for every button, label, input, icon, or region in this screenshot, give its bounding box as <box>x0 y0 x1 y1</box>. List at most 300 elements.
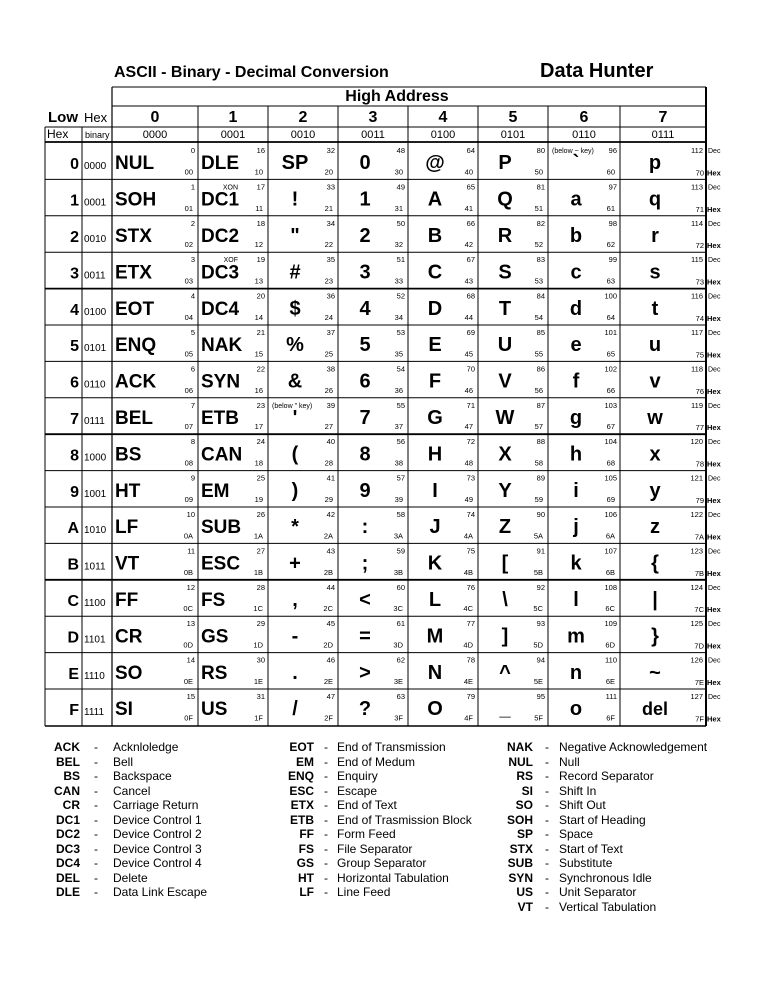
high-hex-5: 5 <box>508 109 518 126</box>
ascii-symbol: z <box>650 516 660 539</box>
hex-suffix-label: Hex <box>707 277 721 287</box>
hex-value: 72 <box>695 241 704 251</box>
hex-value: 4C <box>463 604 473 614</box>
legend-dash: - <box>94 798 98 812</box>
ascii-symbol: BEL <box>115 408 153 430</box>
decimal-value: 41 <box>326 473 335 483</box>
legend-abbreviation: CAN <box>54 783 80 798</box>
hex-value: 58 <box>534 458 543 468</box>
high-bin-4: 0100 <box>430 129 456 141</box>
legend-meaning: End of Medum <box>337 754 416 769</box>
hex-value: 38 <box>394 458 403 468</box>
legend-abbreviation: SI <box>521 783 533 798</box>
ascii-symbol: S <box>498 261 512 284</box>
hex-value: 39 <box>394 495 403 504</box>
hex-value: 13 <box>254 276 263 286</box>
high-bin-1: 0001 <box>220 129 246 141</box>
low-hex-F: F <box>69 702 79 720</box>
legend-dash: - <box>324 754 328 769</box>
hex-value: 0B <box>183 567 193 577</box>
hex-value: 69 <box>606 495 615 504</box>
ascii-symbol: e <box>570 334 582 357</box>
decimal-value: 29 <box>256 619 265 629</box>
decimal-value: 14 <box>186 655 195 665</box>
decimal-value: 81 <box>536 182 545 192</box>
ascii-symbol: X <box>498 443 512 466</box>
low-hex-3: 3 <box>70 265 79 283</box>
ascii-symbol: CAN <box>201 444 243 466</box>
high-hex-3: 3 <box>368 109 378 126</box>
decimal-value: 55 <box>396 400 405 410</box>
decimal-value: 23 <box>256 400 265 410</box>
hex-value: 37 <box>394 422 403 432</box>
hex-value: 36 <box>394 385 403 395</box>
legend-abbreviation: RS <box>516 769 533 783</box>
ascii-symbol: < <box>359 589 371 612</box>
decimal-value: 42 <box>326 510 335 519</box>
decimal-value: 15 <box>186 692 195 701</box>
hex-value: 6C <box>605 604 615 614</box>
decimal-value: 5 <box>190 328 195 337</box>
legend-meaning: Substitute <box>559 856 613 870</box>
ascii-symbol: ENQ <box>115 335 157 357</box>
decimal-value: 105 <box>604 473 617 483</box>
hex-value: 7D <box>694 641 704 651</box>
decimal-value: 51 <box>396 255 405 265</box>
hex-value: 21 <box>324 203 333 213</box>
legend-abbreviation: FF <box>299 827 314 841</box>
decimal-value: 20 <box>256 291 265 301</box>
legend-dash: - <box>545 827 549 841</box>
high-bin-5: 0101 <box>500 129 526 141</box>
legend-meaning: Escape <box>337 783 378 798</box>
decimal-value: 119 <box>691 400 703 410</box>
legend-dash: - <box>324 812 328 827</box>
decimal-value: 25 <box>256 473 265 483</box>
hex-value: 2E <box>323 677 333 686</box>
high-bin-2: 0010 <box>290 129 316 141</box>
legend-abbreviation: DC2 <box>55 827 80 841</box>
hex-value: 17 <box>254 422 263 432</box>
ascii-symbol: V <box>498 370 512 393</box>
high-bin-7: 0111 <box>651 129 675 141</box>
low-bin-2: 0010 <box>84 234 107 246</box>
decimal-value: 60 <box>396 582 405 592</box>
decimal-value: 34 <box>326 218 335 228</box>
ascii-symbol: h <box>569 443 583 466</box>
high-bin-3: 0011 <box>361 129 385 141</box>
legend-meaning: Device Control 3 <box>113 841 202 856</box>
ascii-symbol: L <box>428 589 442 612</box>
decimal-value: 37 <box>326 328 335 337</box>
decimal-value: 2 <box>190 218 195 228</box>
ascii-symbol: SI <box>115 699 133 721</box>
hex-value: 3A <box>393 531 403 541</box>
hex-value: 3D <box>393 640 403 650</box>
legend-abbreviation: US <box>516 885 533 899</box>
hex-value: 54 <box>534 313 543 322</box>
hex-value: 75 <box>695 350 704 360</box>
high-hex-7: 7 <box>658 109 668 126</box>
hex-value: 7A <box>694 532 704 542</box>
legend-dash: - <box>94 827 98 841</box>
legend-dash: - <box>94 885 98 899</box>
ascii-symbol: 7 <box>359 407 371 430</box>
low-bin-D: 1101 <box>84 634 106 646</box>
legend-dash: - <box>324 783 328 798</box>
decimal-value: 95 <box>536 692 545 701</box>
dec-label: Dec <box>708 257 721 265</box>
legend-abbreviation: DC1 <box>55 812 80 827</box>
hex-value: 35 <box>394 349 403 359</box>
legend-meaning: Unit Separator <box>559 885 637 899</box>
hex-suffix-label: Hex <box>707 641 721 651</box>
decimal-value: 50 <box>396 218 405 228</box>
hex-value: 4B <box>463 567 473 577</box>
decimal-value: 16 <box>256 146 265 155</box>
hex-value: 50 <box>534 167 543 177</box>
decimal-value: 43 <box>326 546 335 556</box>
hex-value: 41 <box>464 203 473 213</box>
ascii-symbol: d <box>569 297 583 320</box>
hex-value: 64 <box>606 313 615 322</box>
hex-value: 5B <box>533 567 543 577</box>
legend-dash: - <box>545 783 549 798</box>
ascii-symbol: F <box>428 370 442 393</box>
hex-value: 44 <box>464 313 473 322</box>
ascii-symbol: g <box>569 407 583 430</box>
hex-value: 0F <box>184 713 193 723</box>
ascii-symbol: _ <box>499 698 511 721</box>
hex-value: 3B <box>393 567 403 577</box>
ascii-symbol: DC3 <box>201 262 240 284</box>
hex-value: 12 <box>254 240 263 250</box>
dec-label: Dec <box>708 402 721 410</box>
below-tilde-note: (below ~ key) <box>552 148 594 155</box>
decimal-value: 79 <box>466 692 475 701</box>
hex-value: 19 <box>254 495 263 504</box>
decimal-value: 93 <box>536 619 545 629</box>
low-hex-E: E <box>68 665 79 683</box>
dec-label: Dec <box>708 330 721 337</box>
ascii-symbol: } <box>651 625 659 648</box>
ascii-symbol: { <box>651 552 659 575</box>
hex-suffix-label: Hex <box>707 459 721 469</box>
hex-value: 3E <box>393 677 403 686</box>
ascii-symbol: ETB <box>201 408 239 430</box>
legend-abbreviation: NUL <box>508 754 533 769</box>
hex-value: 7B <box>694 568 704 578</box>
hex-label: Hex <box>84 110 108 125</box>
legend-meaning: Space <box>559 827 594 841</box>
legend-abbreviation: ETX <box>290 798 314 812</box>
hex-suffix-label: Hex <box>707 568 721 578</box>
ascii-symbol: del <box>641 699 669 720</box>
decimal-value: 11 <box>187 546 195 556</box>
legend-meaning: Record Separator <box>559 769 654 783</box>
decimal-value: 22 <box>256 364 265 374</box>
decimal-value: 85 <box>536 328 545 337</box>
ascii-symbol: # <box>289 261 301 284</box>
hex-value: 24 <box>324 313 333 322</box>
decimal-value: 123 <box>690 546 703 556</box>
hex-value: 16 <box>254 385 263 395</box>
hex-value: 0A <box>183 531 193 541</box>
ascii-symbol: VT <box>115 553 140 575</box>
ascii-symbol: n <box>569 661 583 684</box>
brand-name: Data Hunter <box>540 60 654 82</box>
legend-meaning: Shift Out <box>559 798 606 812</box>
decimal-value: 46 <box>326 655 335 665</box>
decimal-value: 111 <box>605 692 617 701</box>
decimal-value: 58 <box>396 510 405 519</box>
ascii-symbol: @ <box>425 152 445 175</box>
hex-value: 6D <box>605 640 615 650</box>
hex-value: 40 <box>464 167 473 177</box>
legend-meaning: End of Text <box>337 798 397 812</box>
hex-value: 1D <box>253 640 263 650</box>
decimal-value: 31 <box>256 692 265 701</box>
hex-value: 02 <box>184 240 193 250</box>
legend-abbreviation: ENQ <box>287 769 314 783</box>
hex-value: 14 <box>254 313 263 322</box>
low-hex-6: 6 <box>70 374 79 392</box>
legend-abbreviation: SP <box>516 827 533 841</box>
ascii-symbol: t <box>651 297 659 320</box>
legend-dash: - <box>324 885 328 899</box>
legend-dash: - <box>94 769 98 783</box>
legend-dash: - <box>94 856 98 870</box>
decimal-value: 27 <box>256 546 265 556</box>
low-hex-9: 9 <box>70 483 79 501</box>
ascii-symbol: . <box>292 661 298 684</box>
legend-dash: - <box>545 798 549 812</box>
hex-value: 4F <box>464 713 473 723</box>
decimal-value: 125 <box>690 619 703 629</box>
legend-abbreviation: DC4 <box>55 856 80 870</box>
ascii-symbol: G <box>427 407 443 430</box>
hex-value: 4A <box>463 531 473 541</box>
ascii-symbol: Z <box>498 516 512 539</box>
ascii-symbol: H <box>427 443 443 466</box>
high-address-header: High Address <box>345 88 449 105</box>
dec-label: Dec <box>708 621 721 629</box>
dec-label: Dec <box>708 220 721 228</box>
decimal-value: 33 <box>326 182 335 192</box>
ascii-symbol: | <box>652 589 658 612</box>
decimal-value: 62 <box>396 655 405 665</box>
ascii-symbol: W <box>495 407 515 430</box>
ascii-symbol: \ <box>502 589 508 612</box>
decimal-value: 17 <box>256 182 265 192</box>
decimal-value: 36 <box>326 291 335 301</box>
ascii-symbol: x <box>649 443 661 466</box>
hex-value: 47 <box>464 422 473 432</box>
ascii-symbol: O <box>427 698 443 721</box>
hex-value: 49 <box>464 495 473 504</box>
ascii-symbol: q <box>648 188 662 211</box>
decimal-value: 26 <box>256 510 265 519</box>
ascii-symbol: m <box>567 625 585 648</box>
legend-meaning: Null <box>559 754 580 769</box>
hex-value: 18 <box>254 458 263 468</box>
decimal-value: 126 <box>690 655 703 665</box>
low-hex-B: B <box>67 556 79 574</box>
hex-value: 52 <box>534 240 543 250</box>
ascii-symbol: N <box>427 661 443 684</box>
decimal-value: 67 <box>466 255 475 265</box>
hex-value: 76 <box>695 386 704 396</box>
ascii-symbol: % <box>286 334 304 357</box>
ascii-symbol: l <box>573 589 579 612</box>
ascii-symbol: NAK <box>201 335 243 357</box>
legend-dash: - <box>324 870 328 885</box>
hex-value: 26 <box>324 385 333 395</box>
decimal-value: 1 <box>190 182 195 192</box>
decimal-value: 90 <box>536 510 545 519</box>
hex-value: 77 <box>695 423 704 433</box>
decimal-value: 65 <box>466 182 475 192</box>
ascii-symbol: D <box>427 297 443 320</box>
hex-value: 06 <box>184 385 193 395</box>
ascii-symbol: A <box>427 188 443 211</box>
hex-suffix-label: Hex <box>707 678 721 687</box>
hex-value: 3F <box>394 713 403 723</box>
decimal-value: 47 <box>326 692 335 701</box>
below-quote-note: (below " key) <box>272 402 313 410</box>
hex-suffix-label: Hex <box>707 496 721 505</box>
high-hex-6: 6 <box>579 109 589 126</box>
decimal-value: 117 <box>691 328 703 337</box>
decimal-value: 77 <box>466 619 475 629</box>
legend-dash: - <box>324 740 328 754</box>
ascii-symbol: ) <box>291 479 299 502</box>
ascii-symbol: r <box>651 225 659 248</box>
decimal-value: 59 <box>396 546 405 556</box>
decimal-value: 73 <box>466 473 475 483</box>
hex-suffix-label: Hex <box>707 605 721 615</box>
hex-value: 3C <box>393 604 403 614</box>
legend-abbreviation: LF <box>299 885 314 899</box>
hex-value: 78 <box>695 459 704 469</box>
hex-value: 5C <box>533 604 543 614</box>
decimal-value: 98 <box>608 218 617 228</box>
legend-meaning: Acknloledge <box>113 740 179 754</box>
hex-value: 00 <box>184 167 193 177</box>
low-bin-9: 1001 <box>84 488 107 500</box>
legend-abbreviation: EOT <box>289 740 314 754</box>
hex-suffix-label: Hex <box>707 423 721 433</box>
ascii-symbol: 1 <box>359 188 371 211</box>
low-bin-B: 1011 <box>84 561 106 573</box>
ascii-symbol: BS <box>115 444 142 466</box>
legend-dash: - <box>545 754 549 769</box>
hex-value: 22 <box>324 240 333 250</box>
hex-value: 66 <box>606 385 615 395</box>
decimal-value: 63 <box>396 692 405 701</box>
low-bin-0: 0000 <box>84 161 107 173</box>
hex-value: 09 <box>184 495 193 504</box>
hex-value: 4D <box>463 640 473 650</box>
decimal-value: 49 <box>396 182 405 192</box>
decimal-value: 91 <box>536 546 545 556</box>
decimal-value: 68 <box>466 291 475 301</box>
ascii-symbol: ^ <box>499 661 511 684</box>
ascii-symbol: HT <box>115 480 141 502</box>
legend-dash: - <box>324 798 328 812</box>
legend-meaning: End of Transmission <box>337 740 446 754</box>
decimal-value: 9 <box>190 473 195 483</box>
ascii-symbol: ( <box>291 443 299 466</box>
hex-value: 10 <box>254 167 263 177</box>
hex-value: 7C <box>694 605 704 615</box>
ascii-symbol: , <box>292 589 298 612</box>
decimal-value: 107 <box>604 546 617 556</box>
ascii-symbol: ~ <box>649 661 661 684</box>
ascii-symbol: 8 <box>359 443 371 466</box>
low-hex-2: 2 <box>70 229 79 247</box>
high-hex-2: 2 <box>298 109 308 126</box>
legend-dash: - <box>324 769 328 783</box>
decimal-value: 45 <box>326 619 335 629</box>
decimal-value: 0 <box>190 146 195 155</box>
dec-label: Dec <box>708 584 721 592</box>
decimal-value: 88 <box>536 437 545 447</box>
ascii-symbol: US <box>201 699 228 721</box>
ascii-symbol: 3 <box>359 261 371 284</box>
hex-value: 4E <box>463 677 473 686</box>
hex-value: 03 <box>184 276 193 286</box>
decimal-value: 12 <box>186 582 195 592</box>
decimal-value: 80 <box>536 146 545 155</box>
hex-value: 33 <box>394 276 403 286</box>
low-hex-4: 4 <box>70 301 79 319</box>
hex-value: 1A <box>253 531 263 541</box>
legend-meaning: Device Control 1 <box>113 812 202 827</box>
legend-abbreviation: SO <box>515 798 533 812</box>
decimal-value: 96 <box>608 146 617 155</box>
decimal-value: 18 <box>256 218 265 228</box>
ascii-symbol: b <box>569 225 583 248</box>
ascii-symbol: SP <box>281 152 309 175</box>
ascii-symbol: p <box>648 152 662 175</box>
legend-meaning: Delete <box>113 870 148 885</box>
hex-value: 5F <box>534 713 543 723</box>
ascii-symbol: v <box>649 370 661 393</box>
legend-dash: - <box>94 783 98 798</box>
legend-dash: - <box>545 899 549 914</box>
legend-dash: - <box>94 841 98 856</box>
ascii-symbol: ESC <box>201 553 241 575</box>
ascii-symbol: R <box>497 225 513 248</box>
decimal-value: 101 <box>604 328 617 337</box>
ascii-symbol: NUL <box>115 153 155 175</box>
hex-value: 1C <box>253 604 263 614</box>
low-hex-1: 1 <box>70 192 79 210</box>
ascii-symbol: GS <box>201 626 229 648</box>
legend-dash: - <box>94 812 98 827</box>
hex-value: 0C <box>183 604 193 614</box>
legend-meaning: Negative Acknowledgement <box>559 740 708 754</box>
ascii-symbol: ; <box>361 552 369 575</box>
dec-label: Dec <box>708 148 721 155</box>
hex-value: 45 <box>464 349 473 359</box>
hex-value: 73 <box>695 277 704 287</box>
ascii-symbol: : <box>361 516 369 539</box>
legend-meaning: Vertical Tabulation <box>559 899 657 914</box>
decimal-value: 10 <box>186 510 195 519</box>
ascii-symbol: c <box>570 261 582 284</box>
